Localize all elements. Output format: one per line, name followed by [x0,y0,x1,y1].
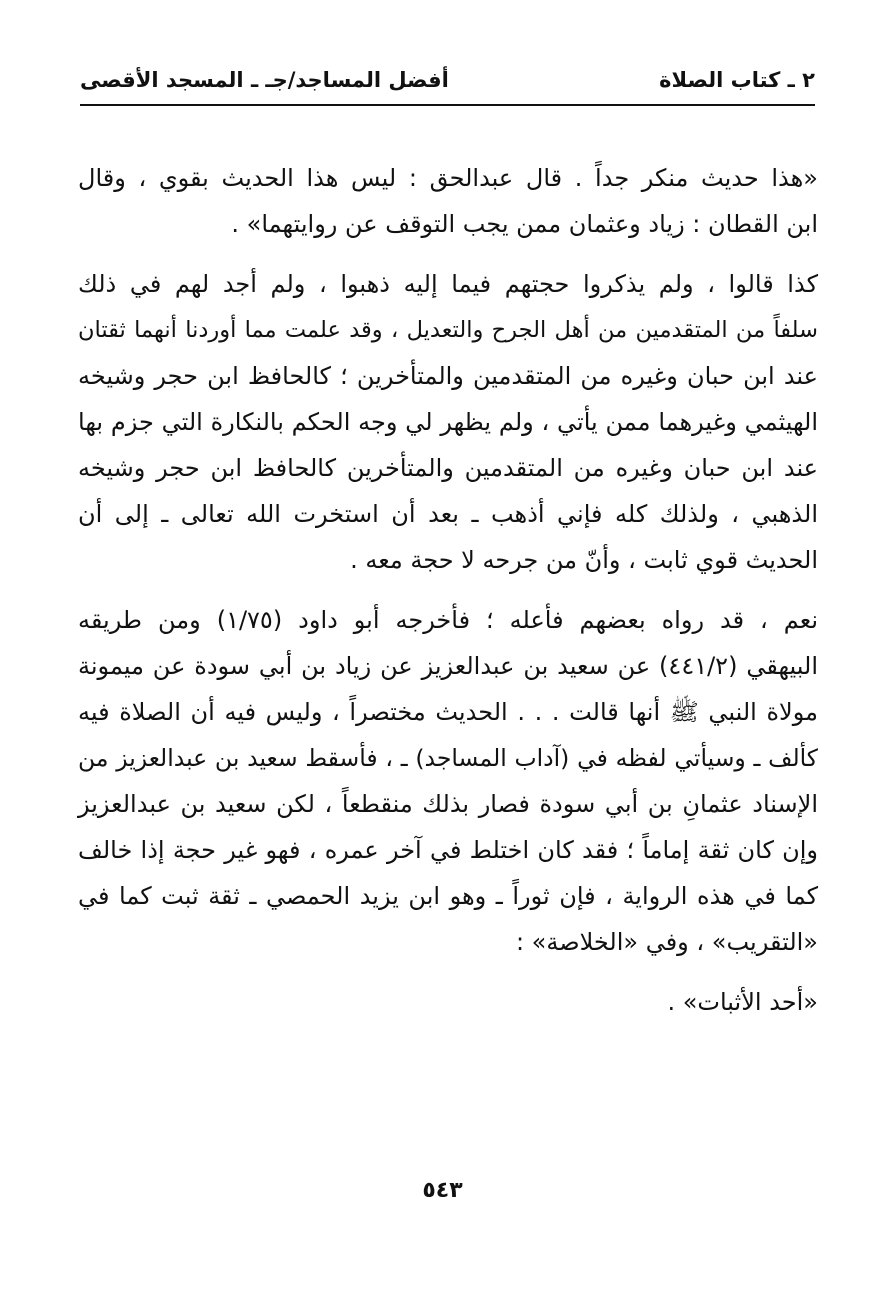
text-line: الحديث قوي ثابت ، وأنّ من جرحه لا حجة معه . [350,546,818,574]
text-line: البيهقي (٤٤١/٢) عن سعيد بن عبدالعزيز عن زياد بن أبي سودة عن ميمونة [78,652,818,680]
paragraph-3 [78,597,818,965]
text-line: «أحد الأثبات» . [667,988,818,1016]
running-header [80,60,815,100]
paragraph-2 [78,261,818,583]
header-section-title: أفضل المساجد/جـ ـ المسجد الأقصى [80,68,449,92]
paragraph-4 [78,979,818,1025]
text-line: ابن القطان : زياد وعثمان ممن يجب التوقف عن روايتهما» . [231,210,818,238]
text-line: نعم ، قد رواه بعضهم فأعله ؛ فأخرجه أبو داود (١/٧٥) ومن طريقه [78,606,818,634]
header-chapter-title: ٢ ـ كتاب الصلاة [659,68,815,92]
text-line: سلفاً من المتقدمين من أهل الجرح والتعديل ، وقد علمت مما أوردنا أنهما ثقتان [78,317,818,343]
text-line: «هذا حديث منكر جداً . قال عبدالحق : ليس هذا الحديث بقوي ، وقال [78,164,818,192]
text-line: «التقريب» ، وفي «الخلاصة» : [515,928,818,956]
text-line: كذا قالوا ، ولم يذكروا حجتهم فيما إليه ذهبوا ، ولم أجد لهم في ذلك [78,270,818,298]
text-line: الذهبي ، ولذلك كله فإني أذهب ـ بعد أن استخرت الله تعالى ـ إلى أن [78,500,818,528]
body-text [78,155,818,1025]
text-line: عند ابن حبان وغيره من المتقدمين والمتأخرين كالحافظ ابن حجر وشيخه [78,454,818,482]
text-line: مولاة النبي ﷺ أنها قالت . . . الحديث مختصراً ، وليس فيه أن الصلاة فيه [78,698,818,726]
text-line: كألف ـ وسيأتي لفظه في (آداب المساجد) ـ ، فأسقط سعيد بن عبدالعزيز من [78,744,818,772]
text-line: عند ابن حبان وغيره من المتقدمين والمتأخرين ؛ كالحافظ ابن حجر وشيخه [78,362,818,390]
header-divider [80,104,815,106]
paragraph-1 [78,155,818,247]
text-line: وإن كان ثقة إماماً ؛ فقد كان اختلط في آخر عمره ، فهو غير حجة إذا خالف [78,836,818,864]
text-line: الإسناد عثمانِ بن أبي سودة فصار بذلك منقطعاً ، لكن سعيد بن عبدالعزيز [78,790,818,818]
page-number: ٥٤٣ [422,1178,463,1203]
text-line: كما في هذه الرواية ، فإن ثوراً ـ وهو ابن يزيد الحمصي ـ ثقة ثبت كما في [78,882,818,910]
text-line: الهيثمي وغيرهما ممن يأتي ، ولم يظهر لي وجه الحكم بالنكارة التي جزم بها [78,408,818,436]
